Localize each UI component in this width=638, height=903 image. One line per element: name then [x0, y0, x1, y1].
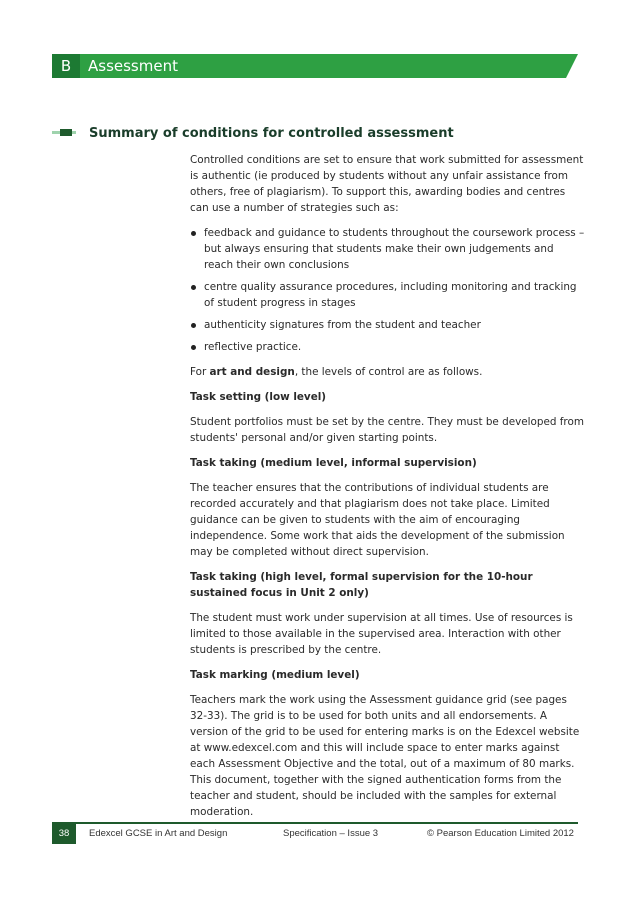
list-item: centre quality assurance procedures, including monitoring and tracking of student progress in stages: [190, 279, 585, 311]
list-item: authenticity signatures from the student and teacher: [190, 317, 585, 333]
task-setting-heading: Task setting (low level): [190, 391, 327, 403]
task-marking-text: Teachers mark the work using the Assessment guidance grid (see pages 32-33). The grid is to be used for both units and all endorsements. A version of the grid to be used for entering marks is on the Edexcel website at www.edexcel.com and this will include space to enter marks against each Assessment Objective and the total, out of a maximum of 80 marks. This document, together with the signed authentication forms from the teacher and student, should be included with the samples for external moderation.: [190, 694, 580, 818]
task-taking-high-heading: Task taking (high level, formal supervision for the 10-hour sustained focus in Unit 2 only): [190, 571, 533, 599]
section-marker-icon: [52, 129, 76, 136]
intro-paragraph: Controlled conditions are set to ensure that work submitted for assessment is authentic (ie produced by students without any unfair assistance from others, free of plagiarism). To support this, awarding bodies and centres can use a number of strategies such as:: [190, 154, 584, 214]
section-heading: Summary of conditions for controlled assessment: [89, 126, 454, 141]
levels-intro: For art and design, the levels of control are as follows.: [190, 366, 483, 378]
strategy-list: [190, 225, 585, 355]
task-taking-medium-heading: Task taking (medium level, informal supervision): [190, 457, 477, 469]
levels-intro-emphasis: art and design: [209, 366, 295, 378]
task-taking-high-text: The student must work under supervision at all times. Use of resources is limited to those available in the supervised area. Interaction with other students is prescribed by the centre.: [190, 612, 573, 656]
list-item: feedback and guidance to students throughout the coursework process – but always ensuring that students make their own judgements and reach their own conclusions: [190, 225, 585, 273]
footer-issue: Specification – Issue 3: [283, 828, 379, 839]
footer-rule: [52, 822, 578, 824]
section-letter-badge: B: [52, 54, 80, 78]
section-banner-title: Assessment: [88, 57, 178, 75]
document-body: [190, 152, 585, 829]
task-marking-heading: Task marking (medium level): [190, 669, 360, 681]
task-setting-text: Student portfolios must be set by the centre. They must be developed from students' personal and/or given starting points.: [190, 416, 584, 444]
list-item: reflective practice.: [190, 339, 585, 355]
footer-copyright: © Pearson Education Limited 2012: [427, 828, 574, 839]
footer-title: Edexcel GCSE in Art and Design: [89, 828, 228, 839]
page-number: 38: [52, 824, 76, 844]
task-taking-medium-text: The teacher ensures that the contributions of individual students are recorded accurately and that plagiarism does not take place. Limited guidance can be given to students with the aim of encouraging independence. Some work that aids the development of the submission may be completed without direct supervision.: [190, 482, 565, 558]
